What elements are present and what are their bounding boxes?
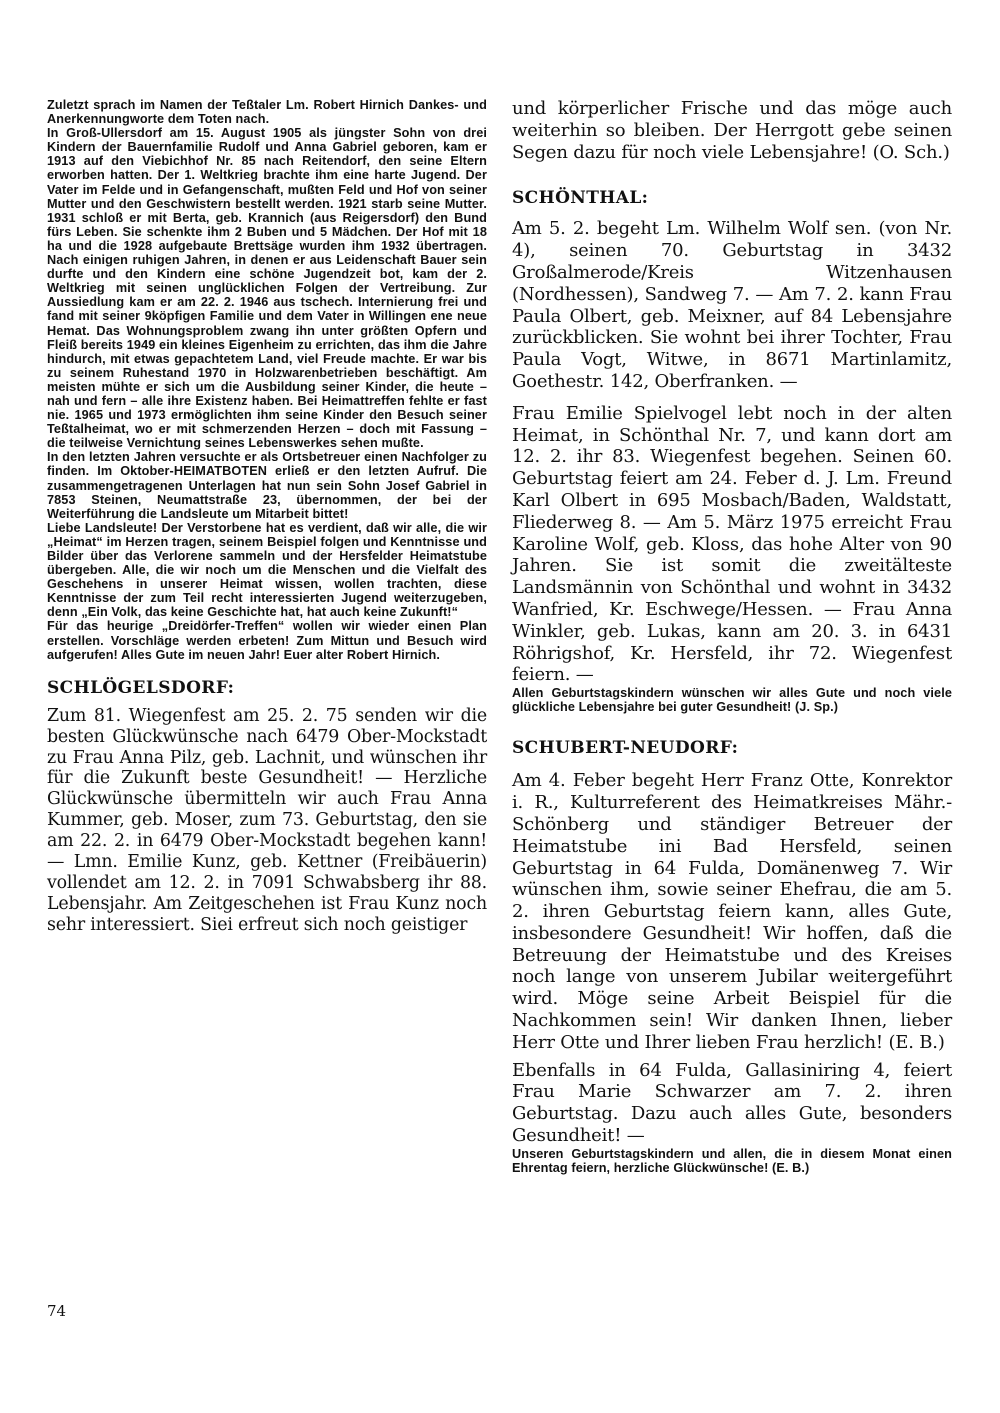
obituary-paragraph: Zuletzt sprach im Namen der Teßtaler Lm. Robert Hirnich Dankes- und Anerkennungworte dem Toten nach. [47,98,487,127]
schoenthal-greeting: Allen Geburtstagskindern wünschen wir alles Gute und noch viele glückliche Lebensjahre bei guter Gesundheit! (J. Sp.) [512,686,952,715]
obituary-paragraph: Für das heurige „Dreidörfer-Treffen“ wollen wir wieder einen Plan erstellen. Vorschläge werden erbeten! Zum Mittun und Besuch wird aufgerufen! Alles Gute im neuen Jahr! Euer alter Robert Hirnich. [47,619,487,662]
obituary-paragraph: In Groß-Ullersdorf am 15. August 1905 als jüngster Sohn von drei Kindern der Bauernfamilie Rudolf und Anna Gabriel geboren, kam er 1913 auf den Viebichhof Nr. 85 nach Reitendorf, den seine Eltern erworben hatten. Der 1. Weltkrieg brachte ihm eine harte Jugend. Der Vater im Felde und in Gefangenschaft, mußten Feld und Hof von seiner Mutter und den Geschwistern bestellt werden. 1921 starb seine Mutter. 1931 schloß er mit Berta, geb. Krannich (aus Reigersdorf) den Bund fürs Leben. Sie schenkte ihm 2 Buben und 5 Mädchen. Der Hof mit 18 ha und die 1928 aufgebaute Brettsäge wurden ihm 1932 übertragen. Nach einigen ruhigen Jahren, in denen er aus Leidenschaft Bauer sein durfte und den Kindern eine schöne Jugendzeit bot, kam der 2. Weltkrieg mit seinen unglücklichen Folgen der Vertreibung. Zur Aussiedlung kam er am 22. 2. 1946 aus tschech. Internierung frei und fand mit seiner 9köpfigen Familie und dem Vater in Willingen ene neue Hemat. Das Wohnungsproblem zwang ihn unter größten Opfern und Fleiß bereits 1949 ein kleines Eigenheim zu errichten, das ihm die Jahre hindurch, mit etwas gepachtetem Land, viel Freude machte. Er war bis zu seinem Ruhestand 1970 in Holzwarenbetrieben beschäftigt. Am meisten mühte er sich um die Ausbildung seiner Kinder, die heute – nah und fern – alle ihre Existenz haben. Bei Heimattreffen fehlte er fast nie. 1965 und 1973 ermöglichten ihm seine Kinder den Besuch seiner Teßtalheimat, wo er mit schmerzenden Herzen – doch mit Fassung – die teilweise Vernichtung seines Lebenswerkes sehen mußte. [47,126,487,451]
obituary-paragraph: Liebe Landsleute! Der Verstorbene hat es verdient, daß wir alle, die wir „Heimat“ im Herzen tragen, seinem Beispiel folgen und Kenntnisse und Bilder über das Verlorene sammeln und der Hersfelder Heimatstube übergeben. Alle, die wir noch um die Menschen und die Vielfalt des Geschehens in unserer Heimat wissen, wollen trachten, diese Kenntnisse der zum Teil recht interessierten Jugend weiterzugeben, denn „Ein Volk, das keine Geschichte hat, hat auch keine Zukunft!“ [47,520,487,620]
schubert-greeting: Unseren Geburtstagskindern und allen, die in diesem Monat einen Ehrentag feiern, herzliche Glückwünsche! (E. B.) [512,1146,952,1175]
schloegelsdorf-text: Zum 81. Wiegenfest am 25. 2. 75 senden wir die besten Glückwünsche nach 6479 Ober-Mockstadt zu Frau Anna Pilz, geb. Lachnit, und wünschen ihr für die Zukunft beste Gesundheit! — Herzliche Glückwünsche übermitteln wir auch Frau Anna Kummer, geb. Moser, zum 73. Geburtstag, den sie am 22. 2. in 6479 Ober-Mockstadt begehen kann! — Lmn. Emilie Kunz, geb. Kettner (Freibäuerin) vollendet am 12. 2. in 7091 Schwabsberg ihr 88. Lebensjahr. Am Zeitgeschehen ist Frau Kunz noch sehr interessiert. Siei erfreut sich noch geistiger [47,705,487,935]
section-heading-schoenthal: SCHÖNTHAL: [512,188,649,209]
schubert-paragraph-2: Ebenfalls in 64 Fulda, Gallasiniring 4, feiert Frau Marie Schwarzer am 7. 2. ihren Geburtstag. Dazu auch alles Gute, besonders Gesundheit! — [512,1059,952,1147]
schoenthal-paragraph-2: Frau Emilie Spielvogel lebt noch in der alten Heimat, in Schönthal Nr. 7, und kann dort am 12. 2. ihr 83. Wiegenfest begehen. Seinen 60. Geburtstag feiert am 24. Feber d. J. Lm. Freund Karl Olbert in 695 Mosbach/Baden, Waldstatt, Fliederweg 8. — Am 5. März 1975 erreicht Frau Karoline Wolf, geb. Kloss, das hohe Alter von 90 Jahren. Sie ist somit die zweitälteste Landsmännin von Schönthal und wohnt in 3432 Wanfried, Kr. Eschwege/Hessen. — Frau Anna Winkler, geb. Lukas, kann am 20. 3. in 6431 Röhrigshof, Kr. Hersfeld, ihr 72. Wiegenfest feiern. — [512,402,952,686]
left-column [47,98,487,936]
right-column [512,98,952,1175]
schoenthal-paragraph-1: Am 5. 2. begeht Lm. Wilhelm Wolf sen. (von Nr. 4), seinen 70. Geburtstag in 3432 Großalmerode/Kreis Witzenhausen (Nordhessen), Sandweg 7. — Am 7. 2. kann Frau Paula Olbert, geb. Meixner, auf 84 Lebensjahre zurückblicken. Sie wohnt bei ihrer Tochter, Frau Paula Vogt, Witwe, in 8671 Martinlamitz, Goethestr. 142, Oberfranken. — [512,218,952,392]
obituary-paragraph: In den letzten Jahren versuchte er als Ortsbetreuer einen Nachfolger zu finden. Im Oktober-HEIMATBOTEN erließ er den letzten Aufruf. Die zusammengetragenen Unterlagen hat nun sein Sohn Josef Gabriel in 7853 Steinen, Neumattstraße 23, übernommen, der bei der Weiterführung die Landsleute um Mitarbeit bittet! [47,450,487,521]
page-number: 74 [47,1302,67,1320]
schubert-paragraph-1: Am 4. Feber begeht Herr Franz Otte, Konrektor i. R., Kulturreferent des Heimatkreises Mähr.-Schönberg und ständiger Betreuer der Heimatstube ini Bad Hersfeld, seinen Geburtstag in 64 Fulda, Domänenweg 7. Wir wünschen ihm, sowie seiner Ehefrau, die am 5. 2. ihren Geburtstag feiern kann, alles Gute, insbesondere Gesundheit! Wir hoffen, daß die Betreuung der Heimatstube und des Kreises noch lange von unserem Jubilar weitergeführt wird. Möge seine Arbeit Beispiel für die Nachkommen sein! Wir danken Ihnen, lieber Herr Otte und Ihrer lieben Frau herzlich! (E. B.) [512,770,952,1053]
continuation-text: und körperlicher Frische und das möge auch weiterhin so bleiben. Der Herrgott gebe seinen Segen dazu für noch viele Lebensjahre! (O. Sch.) [512,98,952,163]
section-heading-schloegelsdorf: SCHLÖGELSDORF: [47,677,235,698]
section-heading-schubert-neudorf: SCHUBERT-NEUDORF: [512,738,739,759]
